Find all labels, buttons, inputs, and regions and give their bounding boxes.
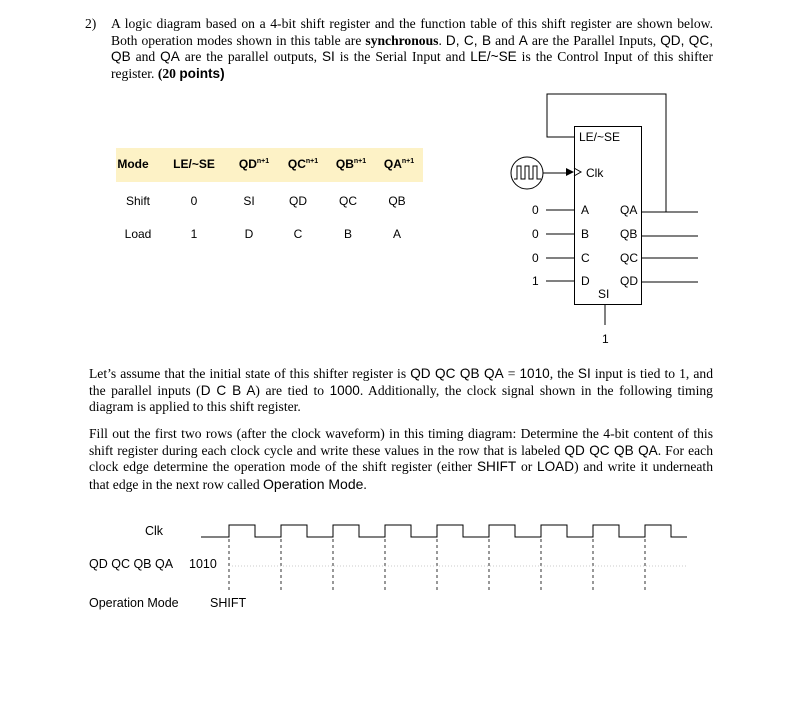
clock-edge-markers: [229, 539, 645, 590]
input-d-label: D: [581, 274, 590, 288]
row-shift-qb: QC: [339, 194, 357, 208]
serial-input-label: SI: [598, 287, 610, 301]
row-shift-qd: SI: [243, 194, 255, 208]
row-shift-qa: QB: [388, 194, 406, 208]
output-qc-label: QC: [620, 251, 638, 265]
row-load-qd: D: [244, 227, 254, 241]
row-shift-qc: QD: [289, 194, 307, 208]
control-input-label: LE/~SE: [579, 130, 621, 144]
timing-first-mode: SHIFT: [210, 596, 247, 610]
header-mode: Mode: [117, 157, 149, 171]
row-load-le: 1: [190, 227, 198, 241]
input-a-label: A: [581, 203, 590, 217]
output-qd-label: QD: [620, 274, 638, 288]
paragraph-instructions: Fill out the first two rows (after the clock waveform) in this timing diagram: Determine the 4-bit content of this shift register during each clock cycle and write these values in the row that is labeled QD QC QB QA. For each clock edge determine the operation mode of the shift register (either SHIFT or LOAD) and write it underneath that edge in the next row called Operation Mode.: [89, 426, 714, 492]
timing-mode-label: Operation Mode: [89, 596, 179, 610]
header-qc: $QC^{n+1}$: [287, 157, 319, 171]
paragraph-initial-state: Let’s assume that the initial state of this shifter register is QD QC QB QA = 1010, the SI input is tied to 1, and the parallel inputs (D C B A) are tied to 1000. Additionally, the clock signal shown in the following timing diagram is applied to this shift register.: [89, 366, 713, 414]
question-intro: A logic diagram based on a 4-bit shift register and the function table of this shift register are shown below. Both operation modes shown in this table are synchronous. D, C, B and A are the Parallel Inputs, QD, QC, QB and QA are the parallel outputs, SI is the Serial Input and LE/~SE is the Control Input of this shifter register. (20 points): [111, 16, 713, 81]
serial-input-value: 1: [602, 332, 609, 346]
output-qa-label: QA: [620, 203, 638, 217]
timing-initial-state: 1010: [189, 557, 217, 571]
clock-waveform: [201, 525, 687, 537]
clk-input-label: Clk: [586, 166, 604, 180]
input-b-value: 0: [532, 227, 539, 241]
row-load-qa: A: [392, 227, 401, 241]
row-load-mode: Load: [124, 227, 152, 241]
header-le-se: LE/~SE: [173, 157, 215, 171]
timing-clk-label: Clk: [145, 524, 164, 538]
row-shift-le: 0: [190, 194, 198, 208]
input-b-label: B: [581, 227, 590, 241]
question-number: 2): [85, 16, 97, 31]
input-c-value: 0: [532, 251, 539, 265]
header-qb: $QB^{n+1}$: [335, 157, 367, 171]
row-load-qb: B: [343, 227, 352, 241]
row-load-qc: C: [293, 227, 303, 241]
timing-state-label: QD QC QB QA: [89, 557, 174, 571]
input-a-value: 0: [532, 203, 539, 217]
row-shift-mode: Shift: [125, 194, 150, 208]
input-d-value: 1: [532, 274, 539, 288]
header-qa: $QA^{n+1}$: [383, 157, 415, 171]
header-qd: $QD^{n+1}$: [238, 157, 270, 171]
input-c-label: C: [581, 251, 590, 265]
output-qb-label: QB: [620, 227, 638, 241]
